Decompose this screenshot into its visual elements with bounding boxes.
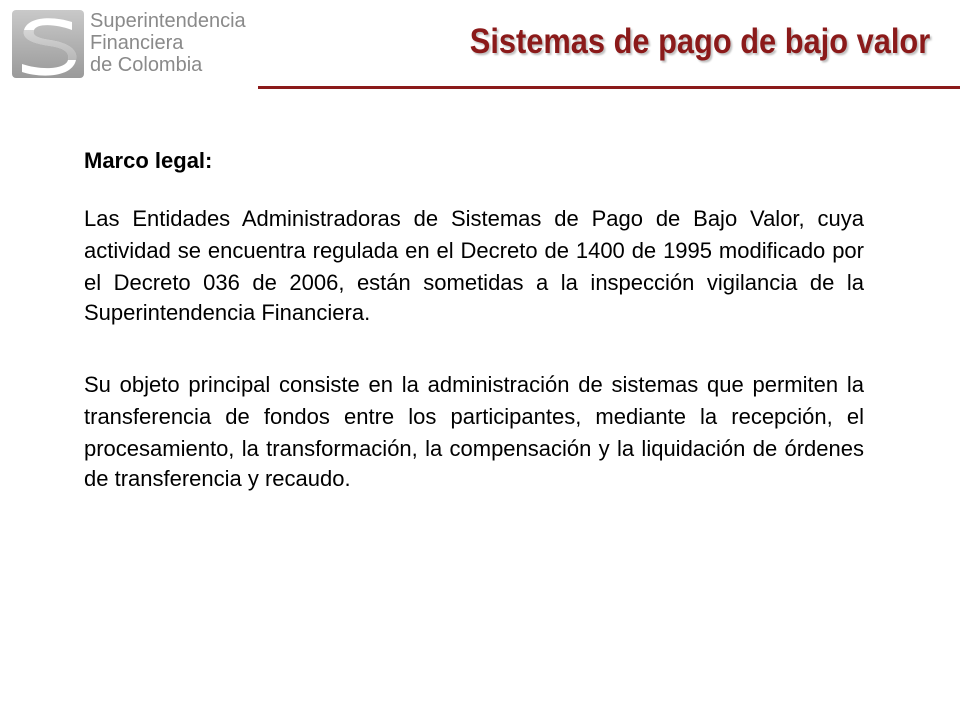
section-heading: Marco legal: <box>84 150 213 174</box>
logo-line-2: Financiera <box>90 32 184 54</box>
organization-logo <box>10 8 250 80</box>
logo-line-1: Superintendencia <box>90 10 246 32</box>
paragraph-legal-framework: Las Entidades Administradoras de Sistemas de Pago de Bajo Valor, cuya actividad se encuentra regulada en el Decreto de 1400 de 1995 modificado por el Decreto 036 de 2006, están sometidas a la inspección vigilancia de la Superintendencia Financiera. <box>84 208 864 327</box>
slide-title: Sistemas de pago de bajo valor <box>469 22 930 61</box>
paragraph-main-objective: Su objeto principal consiste en la administración de sistemas que permiten la transferencia de fondos entre los participantes, mediante la recepción, el procesamiento, la transformación, la compensación y la liquidación de órdenes de transferencia y recaudo. <box>84 374 864 493</box>
logo-wordmark <box>90 10 246 76</box>
logo-line-3: de Colombia <box>90 54 203 76</box>
slide-body <box>84 140 864 498</box>
superintendencia-s-logo-icon <box>10 8 86 80</box>
header-divider <box>258 86 960 89</box>
